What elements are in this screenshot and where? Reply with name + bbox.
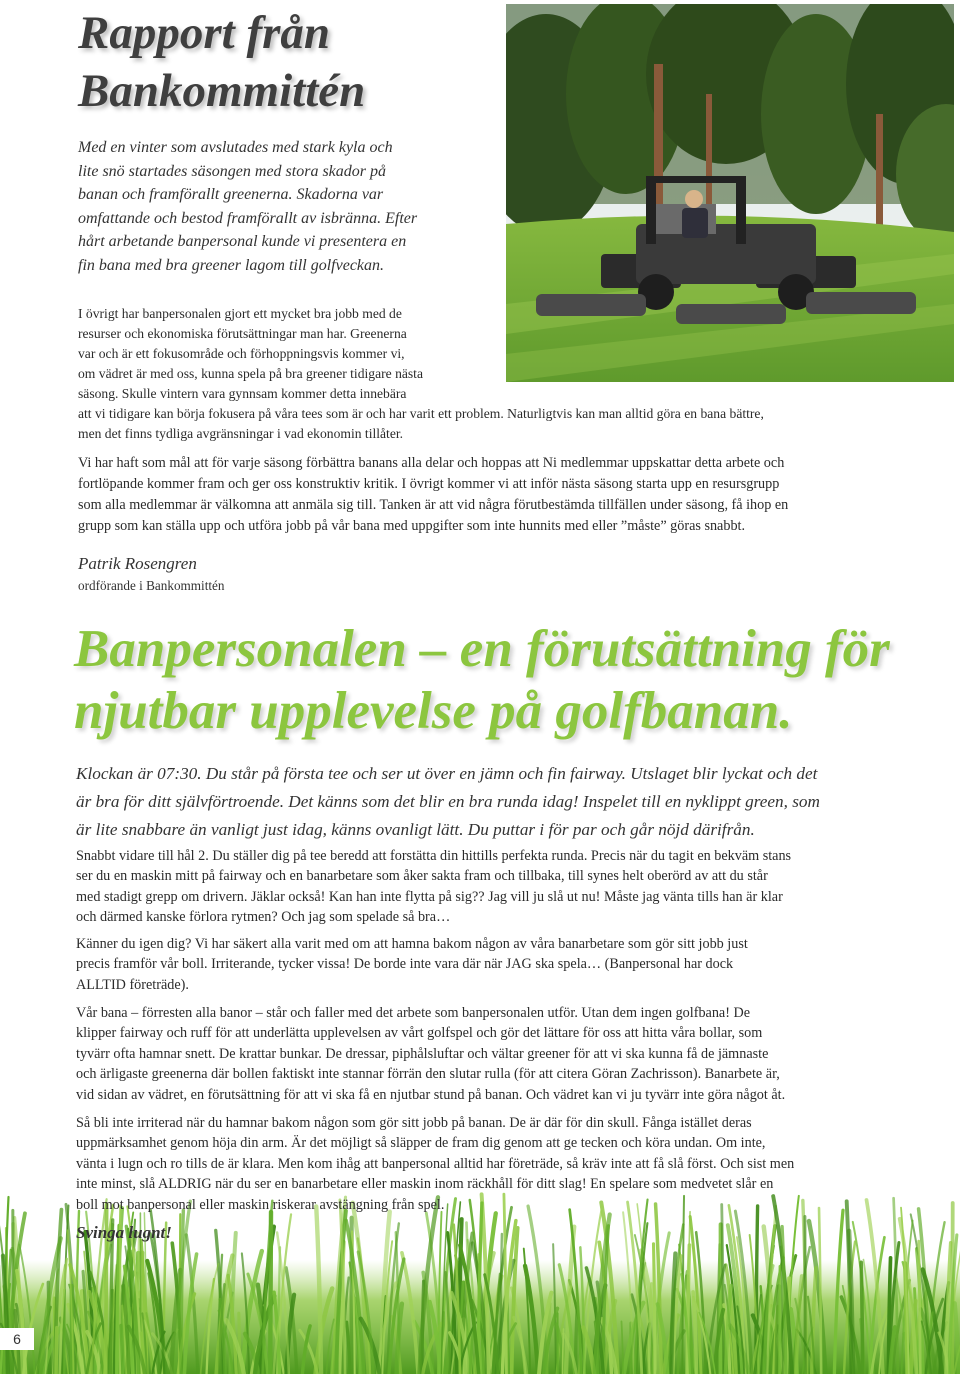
mower-photo	[506, 4, 954, 382]
title-line: Bankommittén	[78, 65, 366, 117]
text-line: precis framför vår boll. Irriterande, tycker vissa! De borde inte vara där när JAG ska spela… (Banpersonal har dock	[76, 956, 734, 973]
text-line: var och är ett fokusområde och förhoppningsvis kommer vi,	[78, 346, 405, 361]
text-line: fin bana med bra greener lagom till golfveckan.	[78, 256, 385, 274]
lead-paragraph	[76, 760, 936, 844]
text-line: I övrigt har banpersonalen gjort ett mycket bra jobb med de	[78, 306, 402, 321]
body-paragraph-6	[76, 1113, 936, 1215]
text-line: om vädret är med oss, kunna spela på bra greener tidigare nästa	[78, 366, 423, 381]
text-line: ser du en maskin mitt på fairway och en banarbetare som åker sakta fram och tillbaka, till synes helt oberörd av att du står	[76, 868, 768, 885]
text-line: omfattande och bestod framförallt av isbränna. Efter	[78, 209, 418, 227]
body-paragraph-1	[78, 304, 503, 404]
text-line: vid sidan av vädret, en förutsättning för att vi ska få en njutbar stund på banan. Och vädret kan vi ju tyvärr inte göra något åt.	[76, 1086, 786, 1103]
body-paragraph-3	[76, 846, 936, 928]
intro-paragraph	[78, 136, 498, 277]
article-title-banpersonalen	[74, 618, 934, 742]
text-line: som alla medlemmar är välkomna att anmäla sig till. Tanken är att vid några förutbestämda tillfällen under säsong, få ihop en	[78, 497, 789, 513]
body-paragraph-4	[76, 934, 936, 995]
text-line: vänta i lugn och ro tills de är klara. Men kom ihåg att banpersonal alltid har företräde, så kräv inte att få slå först. Och sist men	[76, 1155, 795, 1172]
text-line: Så bli inte irriterad när du hamnar bakom någon som gör sitt jobb på banan. De är där för din skull. Fånga istället deras	[76, 1115, 752, 1131]
text-line: och ärligaste greenerna där bollen faktiskt inte stannar förrän den slutar rulla (för att citera Göran Zachrisson). Banarbete är,	[76, 1066, 780, 1083]
text-line: banan och framförallt greenerna. Skadorna var	[78, 186, 384, 203]
text-line: Snabbt vidare till hål 2. Du ställer dig på tee beredd att forstätta din hittills perfekta runda. Precis när du tagit en bekväm stans	[76, 848, 792, 864]
text-line: med stadigt grepp om drivern. Jäklar också! Kan han inte flytta på sig?? Jag vill ju slå ut nu! Måste jag vänta tills han är klar	[76, 888, 783, 905]
text-line: resurser och ekonomiska förutsättningar man har. Greenerna	[78, 326, 407, 341]
title-line: Banpersonalen – en förutsättning för	[74, 620, 890, 678]
text-line: lite snö startades säsongen med stora skador på	[78, 162, 386, 180]
body-paragraph-2	[78, 453, 938, 537]
text-line: uppmärksamhet genom höja din arm. Är det möjligt så släpper de fram dig genom att ge tecken och köra undan. Om inte,	[76, 1135, 766, 1152]
text-line: klipper fairway och ruff för att underlätta upplevelsen av vårt golfspel och gör det lättare för oss att hitta våra bollar, som	[76, 1025, 763, 1042]
article-title-rapport	[78, 4, 498, 120]
text-line: boll mot banpersonal eller maskin riskerar avstängning från spel.	[76, 1196, 445, 1213]
text-line: Klockan är 07:30. Du står på första tee och ser ut över en jämn och fin fairway. Utslaget blir lyckat och det	[76, 764, 818, 783]
text-line: Med en vinter som avslutades med stark kyla och	[78, 139, 393, 156]
title-line: njutbar upplevelse på golfbanan.	[74, 682, 793, 740]
text-line: är lite snabbare än vanligt just idag, känns ovanligt lätt. Du puttar i för par och går nöjd därifrån.	[76, 820, 755, 839]
text-line: fortlöpande kommer fram och ger oss konstruktiv kritik. I övrigt kommer vi att inför nästa säsong starta upp en resursgrupp	[78, 476, 780, 492]
signature-name: Patrik Rosengren	[78, 554, 197, 573]
text-line: tyvärr ofta hamnar snett. De krattar bunkar. De dressar, piphålsluftar och vältar greener för att vi ska kunna få de jämnaste	[76, 1045, 769, 1062]
text-line: Vi har haft som mål att för varje säsong förbättra banans alla delar och hoppas att Ni medlemmar uppskattar detta arbete och	[78, 455, 785, 471]
body-paragraph-1-continued	[78, 404, 938, 444]
signature-role: ordförande i Bankommittén	[78, 578, 225, 593]
text-line: ALLTID företräde).	[76, 976, 189, 993]
text-line: men det finns tydliga avgränsningar i vad ekonomin tillåter.	[78, 426, 404, 441]
grass-decoration	[0, 1190, 960, 1374]
text-line: Vår bana – förresten alla banor – står och faller med det arbete som banpersonalen utför. Utan dem ingen golfbana! De	[76, 1005, 751, 1021]
text-line: inte minst, slå ALDRIG när du ser en banarbetare eller maskin inom räckhåll för ditt slag! En spelare som medvetet slår en	[76, 1176, 774, 1193]
text-line: och därmed kanske förlora rytmen? Och jag som spelade så bra…	[76, 909, 451, 926]
text-line: hårt arbetande banpersonal kunde vi presentera en	[78, 233, 407, 250]
text-line: Känner du igen dig? Vi har säkert alla varit med om att hamna bakom någon av våra banarbetare som gör sitt jobb just	[76, 936, 748, 952]
closing-line: Svinga lugnt!	[76, 1223, 172, 1242]
text-line: är bra för ditt självförtroende. Det känns som det blir en bra runda idag! Inspelet till en nyklippt green, som	[76, 792, 820, 811]
text-line: grupp som kan ställa upp och utföra jobb på vår bana med uppgifter som inte hunnits med eller ”måste” göras snabbt.	[78, 518, 746, 534]
page-number: 6	[0, 1328, 34, 1350]
text-line: säsong. Skulle vintern vara gynnsam kommer detta innebära	[78, 386, 407, 401]
title-line: Rapport från	[78, 7, 331, 59]
text-line: att vi tidigare kan börja fokusera på våra tees som är och har varit ett problem. Naturligtvis kan man alltid göra en bana bättre,	[78, 406, 764, 421]
body-paragraph-5	[76, 1003, 936, 1105]
